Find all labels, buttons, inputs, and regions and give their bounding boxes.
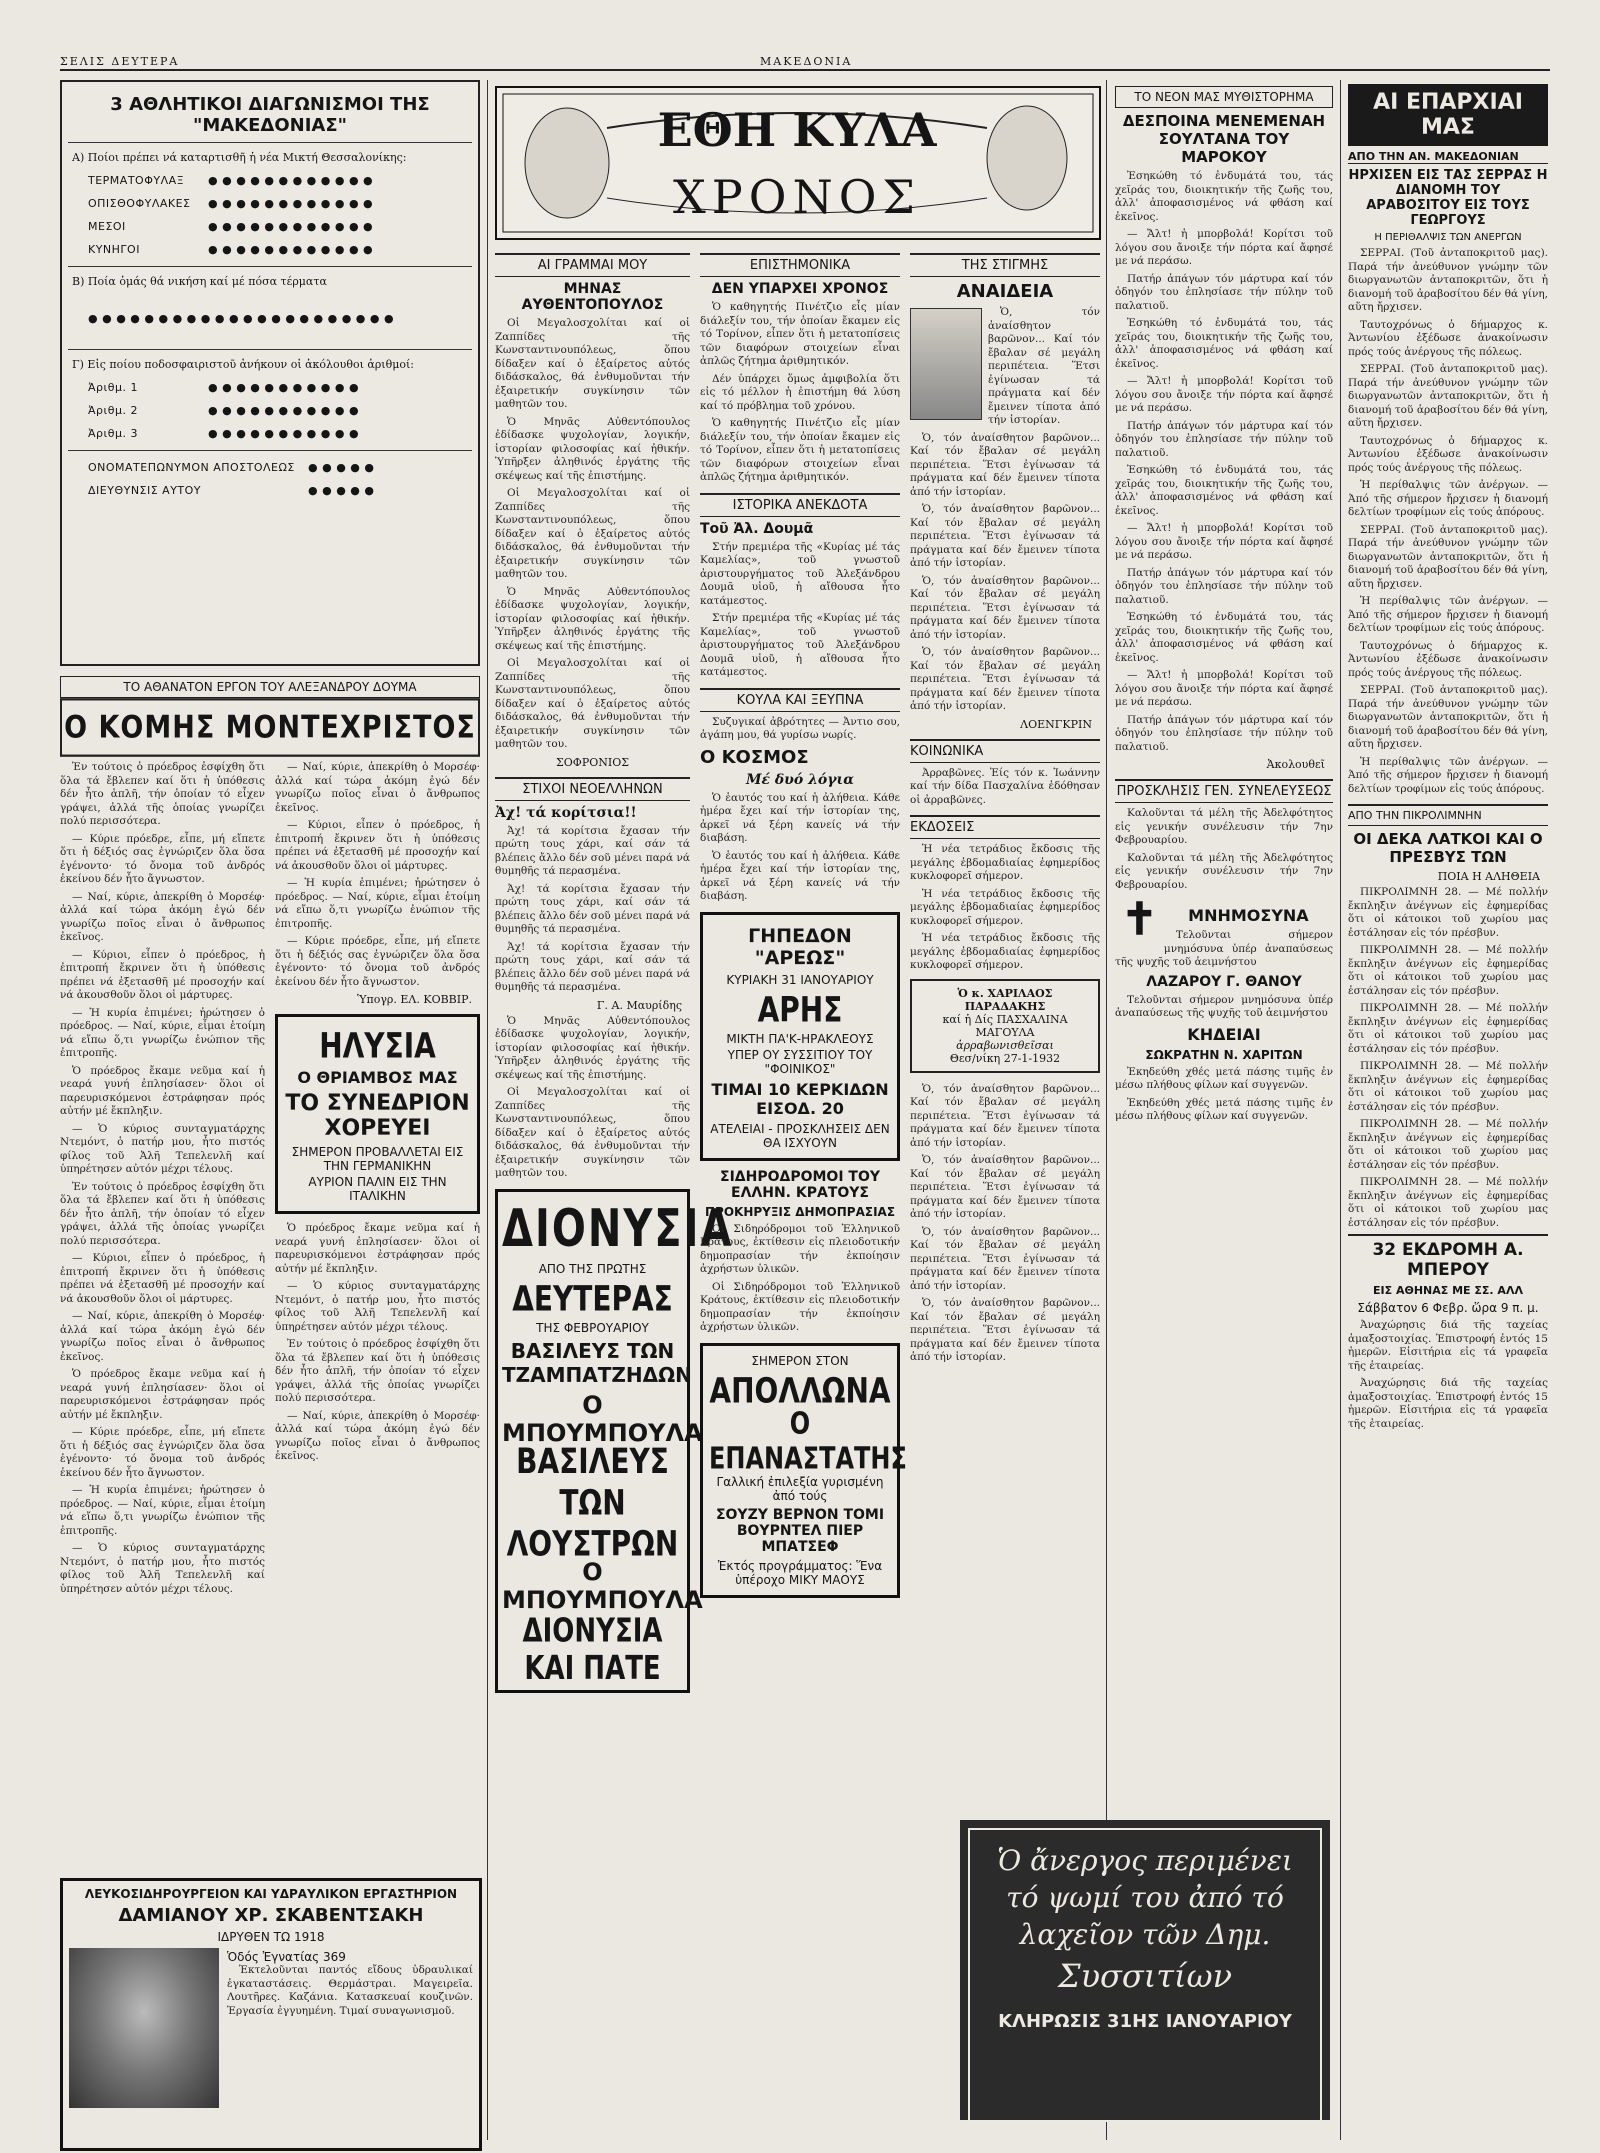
novel-band: ΤΟ ΝΕΟΝ ΜΑΣ ΜΥΘΙΣΤΟΡΗΜΑ: [1115, 86, 1333, 108]
gipedon-price: ΤΙΜΑΙ 10 ΚΕΡΚΙΔΩΝ ΕΙΣΟΔ. 20: [711, 1079, 889, 1118]
railway-subtitle: ΠΡΟΚΗΡΥΞΙΣ ΔΗΜΟΠΡΑΣΙΑΣ: [704, 1204, 896, 1219]
article-paragraph: Ὁ, τόν ἀναίσθητον βαρῶνον... Καί τόν ἔβαλαν σέ μεγάλη περιπέτεια. Ἕτσι ἐγίνωσαν τά πράγματα καί δέν ἔμεινεν τίποτα ἀπό τήν ἱστορίαν.: [910, 646, 1100, 712]
memorial-name: ΛΑΖΑΡΟΥ Γ. ΘΑΝΟΥ: [1146, 973, 1302, 990]
novel-paragraph: Ἐσηκώθη τό ἐνδυμάτά του, τάς χεῖράς του, διοικητικήν τῆς ζωῆς του, ἀλλ' ἀποφασισμένος νά φθάση καί ἐκεῖνος.: [1115, 464, 1333, 517]
illusia-line: Ο ΘΡΙΑΜΒΟΣ ΜΑΣ: [297, 1068, 458, 1087]
provinces-paragraph: Ταυτοχρόνως ὁ δήμαρχος κ. Ἀντωνίου ἐξέδωσε ἀνακοίνωσιν πρός τούς ἀνέργους τῆς πόλεως.: [1348, 434, 1548, 474]
column-rule: [487, 80, 488, 2140]
funeral-text: Ἐκηδεύθη χθές μετά πάσης τιμῆς ἐν μέσω πλήθους φίλων καί συγγενῶν.: [1115, 1065, 1333, 1091]
column-provinces: [1348, 80, 1548, 2140]
gipedon-date: ΚΥΡΙΑΚΗ 31 ΙΑΝΟΥΑΡΙΟΥ: [726, 972, 874, 987]
serial-paragraph: Ἐν τούτοις ὁ πρόεδρος ἐσφίχθη ὅτι ὅλα τά ἔβλεπεν καί ὅτι ἡ ὑπόθεσις δέν ἦτο ἁπλῆ, τήν ὁποίαν τό εἶχεν γράψει, ἀλλά τῆς ὁποίας γνωρίζει πολύ περισσότερα.: [60, 1180, 265, 1247]
serial-paragraph: — Κύριε πρόεδρε, εἶπε, μή εἴπετε ὅτι ἡ δέξιός σας ἐγνώριζεν ὅλα ὅσα ἐγένοντο· τό ὄνομα τοῦ ἀνδρός ἐκείνου δέν ἦτο ἄγνωστον.: [60, 832, 265, 885]
pikrolimni-paragraph: ΠΙΚΡΟΛΙΜΝΗ 28. — Μέ πολλήν ἔκπληξιν ἀνέγνων εἰς ἐφημερίδας ὅτι οἱ κάτοικοι τοῦ χωρίου μας ἐστάλησαν εἰς τόν πρέσβυν.: [1348, 1060, 1548, 1113]
novel-paragraph: — Ἄλτ! ἡ μπορβολά! Κορίτσι τοῦ λόγου σου ἄνοιξε τήν πόρτα καί ἄφησέ με νά περάσω.: [1115, 522, 1333, 561]
contest-position: ΜΕΣΟΙ ● ● ● ● ● ● ● ● ● ● ● ●: [88, 220, 374, 233]
dionysia-footer: ΔΙΟΝΥΣΙΑ ΚΑΙ ΠΑΤΕ: [522, 1612, 663, 1687]
masthead-left: ΣΕΛΙΣ ΔΕΥΤΕΡΑ: [60, 55, 180, 68]
publications-text: Ἡ νέα τετράδιος ἔκδοσις τῆς μεγάλης ἐβδομαδιαίας ἐφημερίδος κυκλοφορεῖ σήμερον.: [910, 932, 1100, 971]
contest-number: Ἀριθμ. 3 ● ● ● ● ● ● ● ● ● ● ●: [88, 427, 360, 440]
dionysia-name: ΔΙΟΝΥΣΙΑ: [502, 1198, 734, 1259]
gipedon-for: ΥΠΕΡ ΟΥ ΣΥΣΣΙΤΙΟΥ ΤΟΥ "ΦΟΙΝΙΚΟΣ": [727, 1047, 873, 1076]
dionysia-film: ΒΑΣΙΛΕΥΣ ΤΩΝ ΛΟΥΣΤΡΩΝ: [506, 1440, 679, 1564]
pikrolimni-paragraph: ΠΙΚΡΟΛΙΜΝΗ 28. — Μέ πολλήν ἔκπληξιν ἀνέγνων εἰς ἐφημερίδας ὅτι οἱ κάτοικοι τοῦ χωρίου μας ἐστάλησαν εἰς τόν πρέσβυν.: [1348, 1118, 1548, 1171]
lottery-line: Συσσιτίων: [1057, 1957, 1233, 1995]
column-rule: [1340, 80, 1341, 2140]
serial-paragraph: — Ὁ κύριος συνταγματάρχης Ντεμόντ, ὁ πατήρ μου, ἦτο πιστός φίλος τοῦ Ἀλῆ Τεπελενλῆ καί ὑπηρέτησεν αὐτόν μέχρι τέλους.: [275, 1280, 480, 1333]
article-paragraph: Ὁ, τόν ἀναίσθητον βαρῶνον... Καί τόν ἔβαλαν σέ μεγάλη περιπέτεια. Ἕτσι ἐγίνωσαν τά πράγματα καί δέν ἔμεινεν τίποτα ἀπό τήν ἱστορίαν.: [910, 1225, 1100, 1292]
section-poems: ΣΤΙΧΟΙ ΝΕΟΕΛΛΗΝΩΝ: [495, 777, 690, 801]
gipedon-ad: [700, 912, 900, 1161]
caricature-image: [910, 308, 982, 420]
anecdote-text: Στήν πρεμιέρα τῆς «Κυρίας μέ τάς Καμελίας», τοῦ γνωστοῦ ἀριστουργήματος τοῦ Ἀλεξάνδρου Δουμᾶ υἱοῦ, ἡ αἴθουσα ἦτο κατάμεστος.: [700, 612, 900, 678]
article-paragraph: Ὁ Μηνᾶς Αὐθεντόπουλος ἐδίδασκε ψυχολογίαν, λογικήν, ἱστορίαν φιλοσοφίας καί ἠθικήν. Ὑπῆρξεν ἀληθινός ἐργάτης τῆς σκέψεως καί τῆς ἐπιστήμης.: [495, 415, 690, 482]
world-subtitle: Μέ δυό λόγια: [745, 771, 855, 788]
article-paragraph: Δέν ὑπάρχει ὅμως ἀμφιβολία ὅτι εἰς τό μέλλον ἡ ἐπιστήμη θά λύση καί τό πρόβλημα τοῦ χρόνου.: [700, 372, 900, 412]
provinces-paragraph: Ἡ περίθαλψις τῶν ἀνέργων. — Ἀπό τῆς σήμερον ἤρχισεν ἡ διανομή δελτίων τροφίμων εἰς τούς ἀπόρους.: [1348, 755, 1548, 795]
article-paragraph: Οἱ Μεγαλοσχολίται καί οἱ Ζαππίδες τῆς Κωνσταντινουπόλεως, ὅπου δίδαξεν καί ὁ ἐξαίρετος αὐτός διδάσκαλος, θά ἐνθυμοῦνται τήν ἐξαιρετικήν συγκίνησιν τῶν μαθητῶν του.: [495, 487, 690, 580]
pikrolimni-paragraph: ΠΙΚΡΟΛΙΜΝΗ 28. — Μέ πολλήν ἔκπληξιν ἀνέγνων εἰς ἐφημερίδας ὅτι οἱ κάτοικοι τοῦ χωρίου μας ἐστάλησαν εἰς τόν πρέσβυν.: [1348, 886, 1548, 939]
engagement-name: Ὁ κ. ΧΑΡΙΛΑΟΣ ΠΑΡΑΔΑΚΗΣ: [957, 986, 1053, 1013]
world-text: Ὁ ἑαυτός του καί ἡ ἀλήθεια. Κάθε ἡμέρα ἔχει καί τήν ἱστορίαν της, ἀρκεῖ νά ξέρη κανείς νά τήν διαβάση.: [700, 849, 900, 902]
section-publications: ΕΚΔΟΣΕΙΣ: [910, 815, 1100, 839]
engagement-line: καί ἡ Δίς ΠΑΣΧΑΛΙΝΑ ΜΑΓΟΥΛΑ: [942, 1012, 1068, 1039]
dionysia-ad: [495, 1189, 734, 1693]
workshop-text: Ἐκτελοῦνται παντός εἴδους ὑδραυλικαί ἐγκαταστάσεις. Θερμάστραι. Μαγειρεῖα. Λουτῆρες. Καζάνια. Κατασκευαί κουζινῶν. Ἐργασία ἐγγυημένη. Τιμαί συναγωνισμοῦ.: [227, 1964, 473, 2017]
contest-number: Ἀριθμ. 2 ● ● ● ● ● ● ● ● ● ● ●: [88, 404, 360, 417]
novel-paragraph: Πατήρ ἀπάγων τόν μάρτυρα καί τόν ὁδηγόν του ἐπλησίασε τήν πύλην τοῦ παλατιοῦ.: [1115, 419, 1333, 459]
world-title: Ο ΚΟΣΜΟΣ: [700, 746, 809, 768]
section-social: ΚΟΙΝΩΝΙΚΑ: [910, 739, 1100, 763]
excursion-date: Σάββατον 6 Φεβρ. ὥρα 9 π. μ.: [1357, 1301, 1539, 1315]
column-stigmi: [910, 245, 1100, 1895]
provinces-paragraph: Ἡ περίθαλψις τῶν ἀνέργων. — Ἀπό τῆς σήμερον ἤρχισεν ἡ διανομή δελτίων τροφίμων εἰς τούς ἀπόρους.: [1348, 479, 1548, 518]
section-grammai: ΑΙ ΓΡΑΜΜΑΙ ΜΟΥ: [495, 253, 690, 277]
apollon-cast: ΣΟΥΖΥ ΒΕΡΝΟΝ ΤΟΜΙ ΒΟΥΡΝΤΕΛ ΠΙΕΡ ΜΠΑΤΣΕΦ: [715, 1506, 885, 1555]
article-paragraph: Οἱ Μεγαλοσχολίται καί οἱ Ζαππίδες τῆς Κωνσταντινουπόλεως, ὅπου δίδαξεν καί ὁ ἐξαίρετος αὐτός διδάσκαλος, θά ἐνθυμοῦνται τήν ἐξαιρετικήν συγκίνησιν τῶν μαθητῶν του.: [495, 657, 690, 750]
railway-title: ΣΙΔΗΡΟΔΡΟΜΟΙ ΤΟΥ ΕΛΛΗΝ. ΚΡΑΤΟΥΣ: [720, 1168, 880, 1201]
column-morocco: [1115, 80, 1333, 1890]
provinces-paragraph: Ταυτοχρόνως ὁ δήμαρχος κ. Ἀντωνίου ἐξέδωσε ἀνακοίνωσιν πρός τούς ἀνέργους τῆς πόλεως.: [1348, 639, 1548, 679]
masthead-title: ΜΑΚΕΔΟΝΙΑ: [760, 55, 853, 68]
poem-title: Ἀχ! τά κορίτσια!!: [495, 804, 637, 821]
memorial-title: ΜΝΗΜΟΣΥΝΑ: [1188, 906, 1309, 925]
article-paragraph: Ὁ, τόν ἀναίσθητον βαρῶνον... Καί τόν ἔβαλαν σέ μεγάλη περιπέτεια. Ἕτσι ἐγίνωσαν τά πράγματα καί δέν ἔμεινεν τίποτα ἀπό τήν ἱστορίαν.: [910, 574, 1100, 641]
excursion-text: Ἀναχώρησις διά τῆς ταχείας ἀμαξοστοιχίας. Ἐπιστροφή ἐντός 15 ἡμερῶν. Εἰσιτήρια εἰς τά γραφεῖα τῆς ἐταιρείας.: [1348, 1319, 1548, 1372]
section-anecdotes: ΙΣΤΟΡΙΚΑ ΑΝΕΚΔΟΤΑ: [700, 493, 900, 517]
masthead: [60, 55, 1550, 71]
illusia-line: ΑΥΡΙΟΝ ΠΑΛΙΝ ΕΙΣ ΤΗΝ ΙΤΑΛΙΚΗΝ: [308, 1175, 447, 1203]
column-left: [60, 80, 480, 2140]
funerals-title: ΚΗΔΕΙΑΙ: [1187, 1024, 1261, 1044]
contest-number: Ἀριθμ. 1 ● ● ● ● ● ● ● ● ● ● ●: [88, 381, 360, 394]
provinces-paragraph: Ἡ περίθαλψις τῶν ἀνέργων. — Ἀπό τῆς σήμερον ἤρχισεν ἡ διανομή δελτίων τροφίμων εἰς τούς ἀπόρους.: [1348, 595, 1548, 634]
gipedon-title: ΓΗΠΕΔΟΝ "ΑΡΕΩΣ": [748, 924, 852, 969]
dionysia-month: ΤΗΣ ΦΕΒΡΟΥΑΡΙΟΥ: [536, 1320, 649, 1335]
lottery-line: λαχεῖον τῶν Δημ.: [1019, 1918, 1271, 1951]
anecdote-text: Στήν πρεμιέρα τῆς «Κυρίας μέ τάς Καμελίας», τοῦ γνωστοῦ ἀριστουργήματος τοῦ Ἀλεξάνδρου Δουμᾶ υἱοῦ, ἡ αἴθουσα ἦτο κατάμεστος.: [700, 540, 900, 607]
novel-paragraph: Πατήρ ἀπάγων τόν μάρτυρα καί τόν ὁδηγόν του ἐπλησίασε τήν πύλην τοῦ παλατιοῦ.: [1115, 566, 1333, 606]
invite-text: Καλοῦνται τά μέλη τῆς Ἀδελφότητος εἰς γενικήν συνέλευσιν τήν 7ην Φεβρουαρίου.: [1115, 807, 1333, 846]
apollon-name: ΑΠΟΛΛΩΝΑ: [709, 1369, 891, 1411]
novel-paragraph: Πατήρ ἀπάγων τόν μάρτυρα καί τόν ὁδηγόν του ἐπλησίασε τήν πύλην τοῦ παλατιοῦ.: [1115, 713, 1333, 753]
serial-band: ΤΟ ΑΘΑΝΑΤΟΝ ΕΡΓΟΝ ΤΟΥ ΑΛΕΞΑΝΔΡΟΥ ΔΟΥΜΑ: [60, 676, 480, 698]
funeral-name: ΣΩΚΡΑΤΗΝ Ν. ΧΑΡΙΤΩΝ: [1145, 1047, 1303, 1062]
novel-paragraph: — Ἄλτ! ἡ μπορβολά! Κορίτσι τοῦ λόγου σου ἄνοιξε τήν πόρτα καί ἄφησέ με νά περάσω.: [1115, 669, 1333, 708]
article-paragraph: Ὁ, τόν ἀναίσθητον βαρῶνον... Καί τόν ἔβαλαν σέ μεγάλη περιπέτεια. Ἕτσι ἐγίνωσαν τά πράγματα καί δέν ἔμεινεν τίποτα ἀπό τήν ἱστορίαν.: [988, 306, 1100, 426]
poem-text: Ἀχ! τά κορίτσια ἔχασαν τήν πρώτη τους χάρι, καί σάν τά βλέπεις ἄλλο δέν σοῦ μένει παρά νά θυμηθῆς τά περασμένα.: [495, 882, 690, 935]
apollon-note: Ἐκτός προγράμματος: Ἕνα ὑπέροχο ΜΙΚΥ ΜΑΟΥΣ: [717, 1558, 883, 1587]
serial-paragraph: Ὁ πρόεδρος ἔκαμε νεῦμα καί ἡ νεαρά γυνή ἐπλησίασεν· ὅλοι οἱ παρευρισκόμενοι ἐστράφησαν πρός αὐτήν μέ ἔκπληξιν.: [275, 1222, 480, 1275]
gipedon-vs: ΜΙΚΤΗ ΠΑ'Κ-ΗΡΑΚΛΕΟΥΣ: [726, 1031, 874, 1046]
provinces-paragraph: Ταυτοχρόνως ὁ δήμαρχος κ. Ἀντωνίου ἐξέδωσε ἀνακοίνωσιν πρός τούς ἀνέργους τῆς πόλεως.: [1348, 318, 1548, 358]
article-paragraph: Οἱ Μεγαλοσχολίται καί οἱ Ζαππίδες τῆς Κωνσταντινουπόλεως, ὅπου δίδαξεν καί ὁ ἐξαίρετος αὐτός διδάσκαλος, θά ἐνθυμοῦνται τήν ἐξαιρετικήν συγκίνησιν τῶν μαθητῶν του.: [495, 1086, 690, 1179]
banner-illustration: [497, 88, 1099, 238]
article-paragraph: Ὁ καθηγητής Πινέτζιο εἶς μίαν διάλεξίν του, τήν ὁποίαν ἔκαμεν εἰς τό Τορίνον, εἶπεν ὅτι ἡ μετατοπίσεις τῶν διαφόρων στοιχείων εἶναι ἁπλῶς ζήτημα ἀριθμητικόν.: [700, 417, 900, 483]
portrait-photo: [69, 1948, 219, 2108]
social-text: Ἀρραβῶνες. Ἐίς τόν κ. Ἰωάννην καί τήν δίδα Πασχαλίνα ἐδόθησαν οἱ ἀρραβῶνες.: [910, 766, 1100, 806]
excursion-title: 32 ΕΚΔΡΟΜΗ Α. ΜΠΕΡΟΥ: [1348, 1234, 1548, 1280]
provinces-title: ΗΡΧΙΣΕΝ ΕΙΣ ΤΑΣ ΣΕΡΡΑΣ Η ΔΙΑΝΟΜΗ ΤΟΥ ΑΡΑΒΟΣΙΤΟΥ ΕΙΣ ΤΟΥΣ ΓΕΩΡΓΟΥΣ: [1348, 168, 1548, 228]
serial-paragraph: — Κύριοι, εἶπεν ὁ πρόεδρος, ἡ ἐπιτροπή ἔκρινεν ὅτι ἡ ὑπόθεσις πρέπει νά ἐξετασθῆ μέ προσοχήν καί νά ἀκουσθοῦν ὅλοι οἱ μάρτυρες.: [275, 819, 480, 872]
serial-paragraph: Ἐν τούτοις ὁ πρόεδρος ἐσφίχθη ὅτι ὅλα τά ἔβλεπεν καί ὅτι ἡ ὑπόθεσις δέν ἦτο ἁπλῆ, τήν ὁποίαν τό εἶχεν γράψει, ἀλλά τῆς ὁποίας γνωρίζει πολύ περισσότερα.: [275, 1338, 480, 1404]
serial-paragraph: — Κύριοι, εἶπεν ὁ πρόεδρος, ἡ ἐπιτροπή ἔκρινεν ὅτι ἡ ὑπόθεσις πρέπει νά ἐξετασθῆ μέ προσοχήν καί νά ἀκουσθοῦν ὅλοι οἱ μάρτυρες.: [60, 1252, 265, 1305]
contest-sender: ΟΝΟΜΑΤΕΠΩΝΥΜΟΝ ΑΠΟΣΤΟΛΕΩΣ ● ● ● ● ●: [88, 461, 375, 474]
serial-paragraph: Ὁ πρόεδρος ἔκαμε νεῦμα καί ἡ νεαρά γυνή ἐπλησίασεν· ὅλοι οἱ παρευρισκόμενοι ἐστράφησαν πρός αὐτήν μέ ἔκπληξιν.: [60, 1368, 265, 1421]
novel-paragraph: Ἐσηκώθη τό ἐνδυμάτά του, τάς χεῖράς του, διοικητικήν τῆς ζωῆς του, ἀλλ' ἀποφασισμένος νά φθάση καί ἐκεῖνος.: [1115, 170, 1333, 223]
section-pikrolimni: ΑΠΟ ΤΗΝ ΠΙΚΡΟΛΙΜΝΗΝ: [1348, 804, 1548, 826]
contest-position: ΤΕΡΜΑΤΟΦΥΛΑΞ ● ● ● ● ● ● ● ● ● ● ● ●: [88, 174, 374, 187]
novel-continues: Ἀκολουθεῖ: [1266, 758, 1325, 771]
article-paragraph: Ὁ, τόν ἀναίσθητον βαρῶνον... Καί τόν ἔβαλαν σέ μεγάλη περιπέτεια. Ἕτσι ἐγίνωσαν τά πράγματα καί δέν ἔμεινεν τίποτα ἀπό τήν ἱστορίαν.: [910, 431, 1100, 498]
article-title: ΔΕΝ ΥΠΑΡΧΕΙ ΧΡΟΝΟΣ: [711, 281, 889, 297]
serial-paragraph: — Ἡ κυρία ἐπιμένει; ἠρώτησεν ὁ πρόεδρος. — Ναί, κύριε, εἶμαι ἑτοίμη νά εἴπω ὅ,τι γνωρίζω ἐνώπιον τῆς ἐπιτροπῆς.: [60, 1006, 265, 1059]
serial-paragraph: — Ναί, κύριε, ἀπεκρίθη ὁ Μορσέφ· ἀλλά καί τώρα ἀκόμη ἐγώ δέν γνωρίζω ποῖος εἶναι ὁ ἄνθρωπος ἐκεῖνος.: [60, 890, 265, 943]
gipedon-note: ΑΤΕΛΕΙΑΙ - ΠΡΟΣΚΛΗΣΕΙΣ ΔΕΝ ΘΑ ΙΣΧΥΟΥΝ: [710, 1121, 890, 1150]
provinces-subtitle: Η ΠΕΡΙΘΑΛΨΙΣ ΤΩΝ ΑΝΕΡΓΩΝ: [1374, 232, 1522, 243]
serial-paragraph: — Ὁ κύριος συνταγματάρχης Ντεμόντ, ὁ πατήρ μου, ἦτο πιστός φίλος τοῦ Ἀλῆ Τεπελενλῆ καί ὑπηρέτησεν αὐτόν μέχρι τέλους.: [60, 1122, 265, 1175]
contest-question-b: Β) Ποία ὁμάς θά νικήση καί μέ πόσα τέρματα: [72, 275, 327, 288]
article-paragraph: Ὁ, τόν ἀναίσθητον βαρῶνον... Καί τόν ἔβαλαν σέ μεγάλη περιπέτεια. Ἕτσι ἐγίνωσαν τά πράγματα καί δέν ἔμεινεν τίποτα ἀπό τήν ἱστορίαν.: [910, 1297, 1100, 1363]
article-title: ΜΗΝΑΣ ΑΥΘΕΝΤΟΠΟΥΛΟΣ: [521, 281, 664, 313]
excursion-text: Ἀναχώρησις διά τῆς ταχείας ἀμαξοστοιχίας. Ἐπιστροφή ἐντός 15 ἡμερῶν. Εἰσιτήρια εἰς τά γραφεῖα τῆς ἐταιρείας.: [1348, 1377, 1548, 1430]
poem-text: Ἀχ! τά κορίτσια ἔχασαν τήν πρώτη τους χάρι, καί σάν τά βλέπεις ἄλλο δέν σοῦ μένει παρά νά θυμηθῆς τά περασμένα.: [495, 824, 690, 877]
column-grammai: [495, 245, 734, 2145]
serial-signature: Ὑπογρ. ΕΛ. ΚΟΒΒΙΡ.: [357, 993, 472, 1006]
engagement-date: Θεσ/νίκη 27-1-1932: [949, 1051, 1061, 1065]
engagement-sub: ἀρραβωνισθεῖσαι: [956, 1038, 1054, 1052]
illusia-line: ΣΗΜΕΡΟΝ ΠΡΟΒΑΛΛΕΤΑΙ ΕΙΣ ΤΗΝ ΓΕΡΜΑΝΙΚΗΝ: [291, 1145, 464, 1173]
dionysia-star: Ο ΜΠΟΥΜΠΟΥΛΑ: [502, 1390, 703, 1447]
excursion-sub: ΕΙΣ ΑΘΗΝΑΣ ΜΕ ΣΣ. ΑΛΛ: [1373, 1284, 1523, 1297]
illusia-name: ΗΛΥΣΙΑ: [319, 1024, 436, 1067]
illusia-ad: [275, 1014, 480, 1214]
article-author: ΣΟΦΡΟΝΙΟΣ: [556, 755, 629, 769]
joke-text: Συζυγικαί ἀβρότητες — Ἀντιο σου, ἀγάπη μου, θά γυρίσω νωρίς.: [700, 715, 900, 741]
contest-box: 3 ΑΘΛΗΤΙΚΟΙ ΔΙΑΓΩΝΙΣΜΟΙ ΤΗΣ "ΜΑΚΕΔΟΝΙΑΣ" Α) Ποίοι πρέπει νά καταρτισθῆ ἡ νέα Μικτή Θεσσαλονίκης: ΤΕΡΜΑΤΟΦΥΛΑΞ ● ● ● ● ● ● ● ● ● ● ● ● ΟΠΙΣΘΟΦΥΛΑΚΕΣ ● ● ● ● ● ● ● ● ● ● ● ● ΜΕΣΟΙ ● ● ● ● ● ● ● ● ● ● ● ● ΚΥΝΗΓΟΙ ● ● ● ● ● ● ● ● ● ● ● ● Β) Ποία ὁμάς θά νικήση καί μέ πόσα τέρματα ● ● ● ● ● ● ● ● ● ● ● ● ● ● ● ● ● ● ● ● ● ● Γ) Εἰς ποίου ποδοσφαιριστοῦ ἀνήκουν οἱ ἀκόλουθοι ἀριθμοί: Ἀριθμ. 1 ● ● ● ● ● ● ● ● ● ● ● Ἀριθμ. 2 ● ● ● ● ● ● ● ● ● ● ● Ἀριθμ. 3 ● ● ● ● ● ● ● ● ● ● ● ΟΝΟΜΑΤΕΠΩΝΥΜΟΝ ΑΠΟΣΤΟΛΕΩΣ ● ● ● ● ● ΔΙΕΥΘΥΝΣΙΣ ΑΥΤΟΥ ● ● ● ● ●: [60, 80, 480, 666]
workshop-founded: ΙΔΡΥΘΕΝ ΤΩ 1918: [217, 1930, 325, 1944]
serial-paragraph: — Ἡ κυρία ἐπιμένει; ἠρώτησεν ὁ πρόεδρος. — Ναί, κύριε, εἶμαι ἑτοίμη νά εἴπω ὅ,τι γνωρίζω ἐνώπιον τῆς ἐπιτροπῆς.: [60, 1484, 265, 1537]
lottery-line: Ὁ ἄνεργος περιμένει: [997, 1844, 1293, 1877]
illusia-line: ΤΟ ΣΥΝΕΔΡΙΟΝ ΧΟΡΕΥΕΙ: [285, 1091, 470, 1141]
invite-text: Καλοῦνται τά μέλη τῆς Ἀδελφότητος εἰς γενικήν συνέλευσιν τήν 7ην Φεβρουαρίου.: [1115, 851, 1333, 891]
provinces-paragraph: ΣΕΡΡΑΙ. (Τοῦ ἀνταποκριτοῦ μας). Παρά τήν ἀνεύθυνον γνώμην τῶν διωργανωτῶν ἀνταποκριτῶν, ὅτι ἡ διανομή τοῦ ἀραβοσίτου δέν θά γίνη, αὕτη ἤρχισεν.: [1348, 363, 1548, 429]
novel-paragraph: Ἐσηκώθη τό ἐνδυμάτά του, τάς χεῖράς του, διοικητικήν τῆς ζωῆς του, ἀλλ' ἀποφασισμένος νά φθάση καί ἐκεῖνος.: [1115, 317, 1333, 370]
railway-text: Οἱ Σιδηρόδρομοι τοῦ Ἑλληνικοῦ Κράτους, ἐκτίθεσιν εἰς πλειοδοτικήν δημοπρασίαν τήν ἐκποίησιν ἀχρήστων ὑλικῶν.: [700, 1280, 900, 1333]
novel-title: ΔΕΣΠΟΙΝΑ ΜΕΝΕΜΕΝΑΗ ΣΟΥΛΤΑΝΑ ΤΟΥ ΜΑΡΟΚΟΥ: [1122, 112, 1326, 166]
serial-paragraph: — Κύριε πρόεδρε, εἶπε, μή εἴπετε ὅτι ἡ δέξιός σας ἐγνώριζεν ὅλα ὅσα ἐγένοντο· τό ὄνομα τοῦ ἀνδρός ἐκείνου δέν ἦτο ἄγνωστον.: [275, 935, 480, 988]
serial-paragraph: — Κύριε πρόεδρε, εἶπε, μή εἴπετε ὅτι ἡ δέξιός σας ἐγνώριζεν ὅλα ὅσα ἐγένοντο· τό ὄνομα τοῦ ἀνδρός ἐκείνου δέν ἦτο ἄγνωστον.: [60, 1426, 265, 1479]
apollon-ad: [700, 1343, 907, 1598]
poem-text: Ἀχ! τά κορίτσια ἔχασαν τήν πρώτη τους χάρι, καί σάν τά βλέπεις ἄλλο δέν σοῦ μένει παρά νά θυμηθῆς τά περασμένα.: [495, 940, 690, 993]
apollon-top: ΣΗΜΕΡΟΝ ΣΤΟΝ: [751, 1353, 849, 1368]
provinces-sub: ΑΠΟ ΤΗΝ ΑΝ. ΜΑΚΕΔΟΝΙΑΝ: [1348, 150, 1548, 164]
anecdote-title: Τοῦ Ἀλ. Δουμᾶ: [700, 520, 814, 537]
section-stigmi: ΤΗΣ ΣΤΙΓΜΗΣ: [910, 253, 1100, 277]
engagement-notice: [910, 979, 1100, 1073]
article-paragraph: Ὁ καθηγητής Πινέτζιο εἶς μίαν διάλεξίν του, τήν ὁποίαν ἔκαμεν εἰς τό Τορίνον, εἶπεν ὅτι ἡ μετατοπίσεις τῶν διαφόρων στοιχείων εἶναι ἁπλῶς ζήτημα ἀριθμητικόν.: [700, 301, 900, 367]
publications-text: Ἡ νέα τετράδιος ἔκδοσις τῆς μεγάλης ἐβδομαδιαίας ἐφημερίδος κυκλοφορεῖ σήμερον.: [910, 843, 1100, 882]
workshop-title: ΛΕΥΚΟΣΙΔΗΡΟΥΡΓΕΙΟΝ ΚΑΙ ΥΔΡΑΥΛΙΚΟΝ ΕΡΓΑΣΤΗΡΙΟΝ: [84, 1887, 458, 1901]
pikrolimni-paragraph: ΠΙΚΡΟΛΙΜΝΗ 28. — Μέ πολλήν ἔκπληξιν ἀνέγνων εἰς ἐφημερίδας ὅτι οἱ κάτοικοι τοῦ χωρίου μας ἐστάλησαν εἰς τόν πρέσβυν.: [1348, 1002, 1548, 1055]
dionysia-day: ΔΕΥΤΕΡΑΣ: [512, 1277, 673, 1319]
section-invite: ΠΡΟΣΚΛΗΣΙΣ ΓΕΝ. ΣΥΝΕΛΕΥΣΕΩΣ: [1115, 779, 1333, 803]
provinces-head: ΑΙ ΕΠΑΡΧΙΑΙ ΜΑΣ: [1348, 84, 1548, 146]
cross-icon: ✝: [1121, 894, 1158, 945]
section-science: ΕΠΙΣΤΗΜΟΝΙΚΑ: [700, 253, 900, 277]
section-jokes: ΚΟΥΛΑ ΚΑΙ ΞΕΥΠΝΑ: [700, 688, 900, 712]
lottery-line: τό ψωμί του ἀπό τό: [1006, 1881, 1284, 1914]
novel-paragraph: Ἐσηκώθη τό ἐνδυμάτά του, τάς χεῖράς του, διοικητικήν τῆς ζωῆς του, ἀλλ' ἀποφασισμένος νά φθάση καί ἐκεῖνος.: [1115, 611, 1333, 664]
pikrolimni-paragraph: ΠΙΚΡΟΛΙΜΝΗ 28. — Μέ πολλήν ἔκπληξιν ἀνέγνων εἰς ἐφημερίδας ὅτι οἱ κάτοικοι τοῦ χωρίου μας ἐστάλησαν εἰς τόν πρέσβυν.: [1348, 1176, 1548, 1229]
gipedon-team: ΑΡΗΣ: [757, 988, 843, 1030]
serial-paragraph: Ὁ πρόεδρος ἔκαμε νεῦμα καί ἡ νεαρά γυνή ἐπλησίασεν· ὅλοι οἱ παρευρισκόμενοι ἐστράφησαν πρός αὐτήν μέ ἔκπληξιν.: [60, 1064, 265, 1117]
serial-paragraph: — Ναί, κύριε, ἀπεκρίθη ὁ Μορσέφ· ἀλλά καί τώρα ἀκόμη ἐγώ δέν γνωρίζω ποῖος εἶναι ὁ ἄνθρωπος ἐκεῖνος.: [275, 1409, 480, 1462]
railway-text: Οἱ Σιδηρόδρομοι τοῦ Ἑλληνικοῦ Κράτους, ἐκτίθεσιν εἰς πλειοδοτικήν δημοπρασίαν τήν ἐκποίησιν ἀχρήστων ὑλικῶν.: [700, 1222, 900, 1275]
article-paragraph: Ὁ Μηνᾶς Αὐθεντόπουλος ἐδίδασκε ψυχολογίαν, λογικήν, ἱστορίαν φιλοσοφίας καί ἠθικήν. Ὑπῆρξεν ἀληθινός ἐργάτης τῆς σκέψεως καί τῆς ἐπιστήμης.: [495, 585, 690, 652]
contest-question-a: Α) Ποίοι πρέπει νά καταρτισθῆ ἡ νέα Μικτή Θεσσαλονίκης:: [72, 151, 407, 164]
article-paragraph: Ὁ Μηνᾶς Αὐθεντόπουλος ἐδίδασκε ψυχολογίαν, λογικήν, ἱστορίαν φιλοσοφίας καί ἠθικήν. Ὑπῆρξεν ἀληθινός ἐργάτης τῆς σκέψεως καί τῆς ἐπιστήμης.: [495, 1014, 690, 1081]
poem-author: Γ. Α. Μαυρίδης: [596, 998, 682, 1012]
pikrolimni-paragraph: ΠΙΚΡΟΛΙΜΝΗ 28. — Μέ πολλήν ἔκπληξιν ἀνέγνων εἰς ἐφημερίδας ὅτι οἱ κάτοικοι τοῦ χωρίου μας ἐστάλησαν εἰς τόν πρέσβυν.: [1348, 944, 1548, 997]
workshop-address: Ὁδός Ἐγνατίας 369: [227, 1950, 346, 1964]
article-paragraph: Οἱ Μεγαλοσχολίται καί οἱ Ζαππίδες τῆς Κωνσταντινουπόλεως, ὅπου δίδαξεν καί ὁ ἐξαίρετος αὐτός διδάσκαλος, θά ἐνθυμοῦνται τήν ἐξαιρετικήν συγκίνησιν τῶν μαθητῶν του.: [495, 317, 690, 410]
apollon-sub: Γαλλική ἐπιλεξία γυρισμένη ἀπό τούς: [716, 1474, 884, 1503]
world-text: Ὁ ἑαυτός του καί ἡ ἀλήθεια. Κάθε ἡμέρα ἔχει καί τήν ἱστορίαν της, ἀρκεῖ νά ξέρη κανείς νά τήν διαβάση.: [700, 791, 900, 844]
contest-position: ΚΥΝΗΓΟΙ ● ● ● ● ● ● ● ● ● ● ● ●: [88, 243, 374, 256]
apollon-film: Ο ΕΠΑΝΑΣΤΑΤΗΣ: [709, 1405, 907, 1476]
dionysia-from: ΑΠΟ ΤΗΣ ΠΡΩΤΗΣ: [538, 1261, 647, 1276]
pikrolimni-sub: ΠΟΙΑ Η ΑΛΗΘΕΙΑ: [1437, 870, 1540, 883]
funeral-text: Ἐκηδεύθη χθές μετά πάσης τιμῆς ἐν μέσω πλήθους φίλων καί συγγενῶν.: [1115, 1096, 1333, 1122]
serial-title: Ο ΚΟΜΗΣ ΜΟΝΤΕΧΡΙΣΤΟΣ: [60, 698, 480, 757]
lottery-footer: ΚΛΗΡΩΣΙΣ 31ΗΣ ΙΑΝΟΥΑΡΙΟΥ: [998, 2011, 1292, 2032]
lottery-ad: [960, 1820, 1330, 2120]
article-paragraph: Ὁ, τόν ἀναίσθητον βαρῶνον... Καί τόν ἔβαλαν σέ μεγάλη περιπέτεια. Ἕτσι ἐγίνωσαν τά πράγματα καί δέν ἔμεινεν τίποτα ἀπό τήν ἱστορίαν.: [910, 1154, 1100, 1220]
serial-paragraph: — Ἡ κυρία ἐπιμένει; ἠρώτησεν ὁ πρόεδρος. — Ναί, κύριε, εἶμαι ἑτοίμη νά εἴπω ὅ,τι γνωρίζω ἐνώπιον τῆς ἐπιτροπῆς.: [275, 877, 480, 930]
provinces-paragraph: ΣΕΡΡΑΙ. (Τοῦ ἀνταποκριτοῦ μας). Παρά τήν ἀνεύθυνον γνώμην τῶν διωργανωτῶν ἀνταποκριτῶν, ὅτι ἡ διανομή τοῦ ἀραβοσίτου δέν θά γίνη, αὕτη ἤρχισεν.: [1348, 523, 1548, 590]
serial-body: [60, 761, 480, 1600]
workshop-owner: ΔΑΜΙΑΝΟΥ ΧΡ. ΣΚΑΒΕΝΤΣΑΚΗ: [118, 1905, 424, 1926]
dionysia-film: ΒΑΣΙΛΕΥΣ ΤΩΝ ΤΖΑΜΠΑΤΖΗΔΩΝ: [502, 1338, 692, 1387]
banner-top-text: ΕΘΗ ΚΥΛΑ: [657, 103, 937, 157]
dionysia-star: Ο ΜΠΟΥΜΠΟΥΛΑ: [502, 1557, 703, 1614]
contest-address: ΔΙΕΥΘΥΝΣΙΣ ΑΥΤΟΥ ● ● ● ● ●: [88, 484, 375, 497]
memorial-text: Τελοῦνται σήμερον μνημόσυνα ὑπέρ ἀναπαύσεως τῆς ψυχῆς τοῦ ἀειμνήστου: [1115, 993, 1333, 1019]
pikrolimni-title: ΟΙ ΔΕΚΑ ΛΑΤΚΟΙ ΚΑΙ Ο ΠΡΕΣΒΥΣ ΤΩΝ: [1353, 830, 1543, 866]
article-paragraph: Ὁ, τόν ἀναίσθητον βαρῶνον... Καί τόν ἔβαλαν σέ μεγάλη περιπέτεια. Ἕτσι ἐγίνωσαν τά πράγματα καί δέν ἔμεινεν τίποτα ἀπό τήν ἱστορίαν.: [910, 503, 1100, 569]
serial-paragraph: Ἐν τούτοις ὁ πρόεδρος ἐσφίχθη ὅτι ὅλα τά ἔβλεπεν καί ὅτι ἡ ὑπόθεσις δέν ἦτο ἁπλῆ, τήν ὁποίαν τό εἶχεν γράψει, ἀλλά τῆς ὁποίας γνωρίζει πολύ περισσότερα.: [60, 761, 265, 827]
serial-paragraph: — Ναί, κύριε, ἀπεκρίθη ὁ Μορσέφ· ἀλλά καί τώρα ἀκόμη ἐγώ δέν γνωρίζω ποῖος εἶναι ὁ ἄνθρωπος ἐκεῖνος.: [60, 1310, 265, 1363]
serial-paragraph: — Ὁ κύριος συνταγματάρχης Ντεμόντ, ὁ πατήρ μου, ἦτο πιστός φίλος τοῦ Ἀλῆ Τεπελενλῆ καί ὑπηρέτησεν αὐτόν μέχρι τέλους.: [60, 1542, 265, 1595]
publications-text: Ἡ νέα τετράδιος ἔκδοσις τῆς μεγάλης ἐβδομαδιαίας ἐφημερίδος κυκλοφορεῖ σήμερον.: [910, 887, 1100, 927]
workshop-ad: [60, 1878, 482, 2151]
article-title: ΑΝΑΙΔΕΙΑ: [956, 281, 1054, 302]
novel-paragraph: — Ἄλτ! ἡ μπορβολά! Κορίτσι τοῦ λόγου σου ἄνοιξε τήν πόρτα καί ἄφησέ με νά περάσω.: [1115, 375, 1333, 414]
novel-paragraph: Πατήρ ἀπάγων τόν μάρτυρα καί τόν ὁδηγόν του ἐπλησίασε τήν πύλην τοῦ παλατιοῦ.: [1115, 272, 1333, 312]
memorial-text: Τελοῦνται σήμερον μνημόσυνα ὑπέρ ἀναπαύσεως τῆς ψυχῆς τοῦ ἀειμνήστου: [1115, 929, 1333, 968]
contest-position: ΟΠΙΣΘΟΦΥΛΑΚΕΣ ● ● ● ● ● ● ● ● ● ● ● ●: [88, 197, 374, 210]
provinces-paragraph: ΣΕΡΡΑΙ. (Τοῦ ἀνταποκριτοῦ μας). Παρά τήν ἀνεύθυνον γνώμην τῶν διωργανωτῶν ἀνταποκριτῶν, ὅτι ἡ διανομή τοῦ ἀραβοσίτου δέν θά γίνη, αὕτη ἤρχισεν.: [1348, 247, 1548, 313]
serial-paragraph: — Κύριοι, εἶπεν ὁ πρόεδρος, ἡ ἐπιτροπή ἔκρινεν ὅτι ἡ ὑπόθεσις πρέπει νά ἐξετασθῆ μέ προσοχήν καί νά ἀκουσθοῦν ὅλοι οἱ μάρτυρες.: [60, 948, 265, 1001]
banner-bottom-text: ΧΡΟΝΟΣ: [673, 170, 921, 224]
serial-paragraph: — Ναί, κύριε, ἀπεκρίθη ὁ Μορσέφ· ἀλλά καί τώρα ἀκόμη ἐγώ δέν γνωρίζω ποῖος εἶναι ὁ ἄνθρωπος ἐκεῖνος.: [275, 761, 480, 814]
article-paragraph: Ὁ, τόν ἀναίσθητον βαρῶνον... Καί τόν ἔβαλαν σέ μεγάλη περιπέτεια. Ἕτσι ἐγίνωσαν τά πράγματα καί δέν ἔμεινεν τίποτα ἀπό τήν ἱστορίαν.: [910, 1082, 1100, 1149]
chronos-banner: [495, 86, 1101, 240]
memorial-notice: [1115, 894, 1333, 945]
novel-paragraph: — Ἄλτ! ἡ μπορβολά! Κορίτσι τοῦ λόγου σου ἄνοιξε τήν πόρτα καί ἄφησέ με νά περάσω.: [1115, 228, 1333, 267]
column-science: [700, 245, 907, 2145]
contest-question-c: Γ) Εἰς ποίου ποδοσφαιριστοῦ ἀνήκουν οἱ ἀκόλουθοι ἀριθμοί:: [72, 358, 415, 371]
contest-title: 3 ΑΘΛΗΤΙΚΟΙ ΔΙΑΓΩΝΙΣΜΟΙ ΤΗΣ "ΜΑΚΕΔΟΝΙΑΣ": [68, 88, 472, 143]
provinces-paragraph: ΣΕΡΡΑΙ. (Τοῦ ἀνταποκριτοῦ μας). Παρά τήν ἀνεύθυνον γνώμην τῶν διωργανωτῶν ἀνταποκριτῶν, ὅτι ἡ διανομή τοῦ ἀραβοσίτου δέν θά γίνη, αὕτη ἤρχισεν.: [1348, 684, 1548, 750]
article-author: ΛΟΕΝΓΚΡΙΝ: [1020, 717, 1092, 731]
